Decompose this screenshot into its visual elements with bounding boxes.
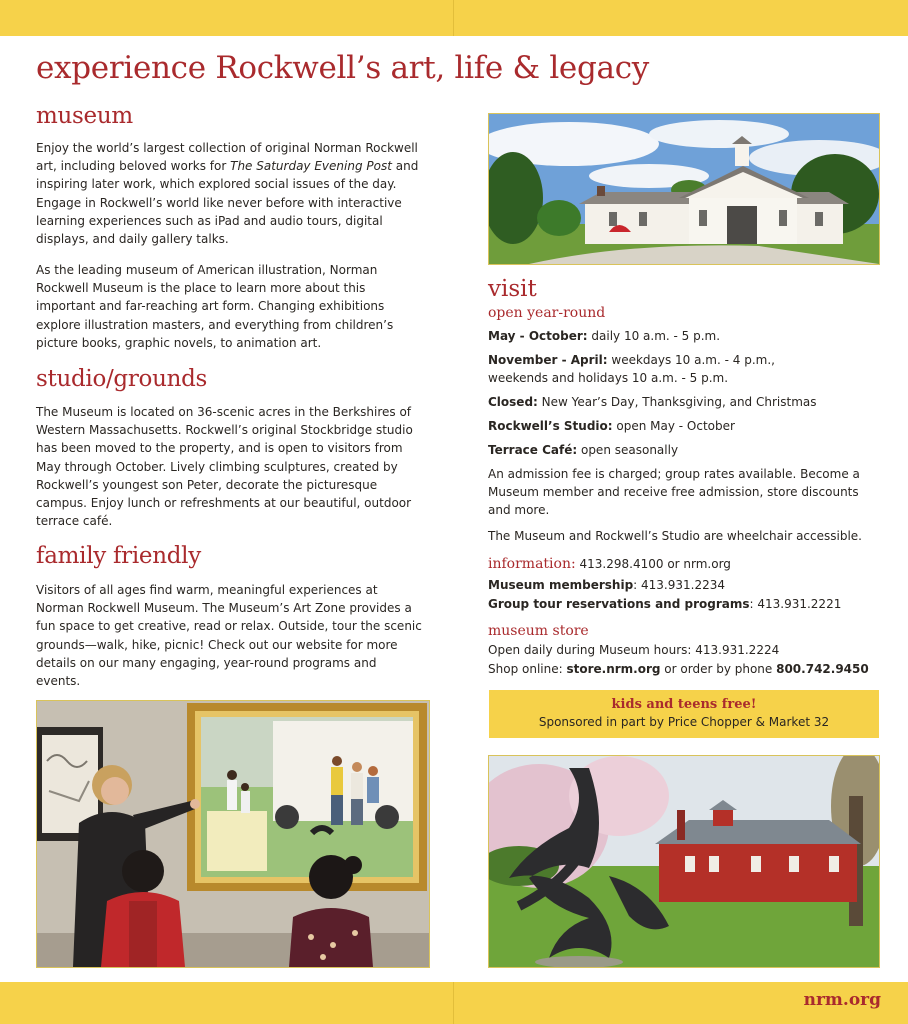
hours-november-april: November - April: weekdays 10 a.m. - 4 p.m., bbox=[488, 353, 775, 367]
group-tour-line: Group tour reservations and programs: 413.931.2221 bbox=[488, 597, 842, 611]
cafe-hours: Terrace Café: open seasonally bbox=[488, 443, 679, 457]
museum-store-heading: museum store bbox=[488, 623, 589, 639]
saturday-evening-post-title: The Saturday Evening Post bbox=[230, 159, 392, 174]
kids-free-banner bbox=[489, 690, 879, 738]
info-website-link[interactable]: nrm.org bbox=[683, 557, 731, 571]
studio-grounds-heading: studio/grounds bbox=[36, 366, 208, 392]
fold-line-top bbox=[453, 0, 454, 36]
top-color-band bbox=[0, 0, 908, 36]
museum-paragraph-2: As the leading museum of American illustration, Norman Rockwell Museum is the place to learn more about this important and far-reaching art form. Changing exhibitions explore illustration masters, and everything from children’s picture books, graphic novels, to animation art. bbox=[36, 263, 394, 350]
studio-grounds-paragraph: The Museum is located on 36-scenic acres in the Berkshires of Western Massachusetts. Rockwell’s original Stockbridge studio has been moved to the property, and is open to visitors from May through October. Lively climbing sculptures, created by Rockwell’s youngest son Peter, decorate the picturesque campus. Enjoy lunch or refreshments at our beautiful, outdoor terrace café. bbox=[36, 405, 413, 529]
studio-hours: Rockwell’s Studio: open May - October bbox=[488, 419, 735, 433]
visit-heading: visit bbox=[488, 276, 537, 302]
bottom-color-band bbox=[0, 982, 908, 1024]
store-hours-line: Open daily during Museum hours: 413.931.2224 bbox=[488, 643, 780, 657]
footer-website-link[interactable]: nrm.org bbox=[803, 990, 881, 1010]
family-gallery-photo bbox=[36, 700, 430, 968]
museum-building-photo bbox=[488, 113, 880, 265]
museum-paragraph-1: Enjoy the world’s largest collection of original Norman Rockwell art, including beloved works for The Saturday Evening Post and inspiring later work, which explored social issues of the day. Engage in Rockwell’s world like never before with interactive learning experiences such as iPad and audio tours, digital displays, and daily gallery talks. bbox=[36, 141, 419, 247]
sponsor-text: Sponsored in part by Price Chopper & Market 32 bbox=[538, 715, 830, 729]
membership-line: Museum membership: 413.931.2234 bbox=[488, 578, 726, 592]
closed-days: Closed: New Year’s Day, Thanksgiving, and Christmas bbox=[488, 395, 817, 409]
store-online-line: Shop online: store.nrm.org or order by phone 800.742.9450 bbox=[488, 662, 869, 676]
kids-free-title: kids and teens free! bbox=[611, 697, 757, 712]
studio-sculpture-photo bbox=[488, 755, 880, 968]
accessibility-text: The Museum and Rockwell’s Studio are wheelchair accessible. bbox=[488, 529, 862, 543]
hours-may-october: May - October: daily 10 a.m. - 5 p.m. bbox=[488, 329, 721, 343]
admission-text: An admission fee is charged; group rates available. Become a Museum member and receive free admission, store discounts and more. bbox=[488, 467, 860, 517]
family-friendly-heading: family friendly bbox=[36, 543, 201, 569]
open-year-round-subheading: open year-round bbox=[488, 305, 606, 321]
page-title: experience Rockwell’s art, life & legacy bbox=[36, 50, 649, 86]
museum-heading: museum bbox=[36, 103, 133, 129]
info-phone: 413.298.4100 bbox=[579, 557, 664, 571]
hours-weekends: weekends and holidays 10 a.m. - 5 p.m. bbox=[488, 371, 729, 385]
store-website-link[interactable]: store.nrm.org bbox=[566, 662, 661, 676]
fold-line-bottom bbox=[453, 982, 454, 1024]
information-line: information: 413.298.4100 or nrm.org bbox=[488, 556, 731, 572]
family-friendly-paragraph: Visitors of all ages find warm, meaningful experiences at Norman Rockwell Museum. The Museum’s Art Zone provides a fun space to get creative, read or relax. Outside, tour the scenic grounds—walk, hike, picnic! Check out our website for more details on our many engaging, year-round programs and events. bbox=[36, 583, 422, 689]
store-phone: 800.742.9450 bbox=[776, 662, 869, 676]
